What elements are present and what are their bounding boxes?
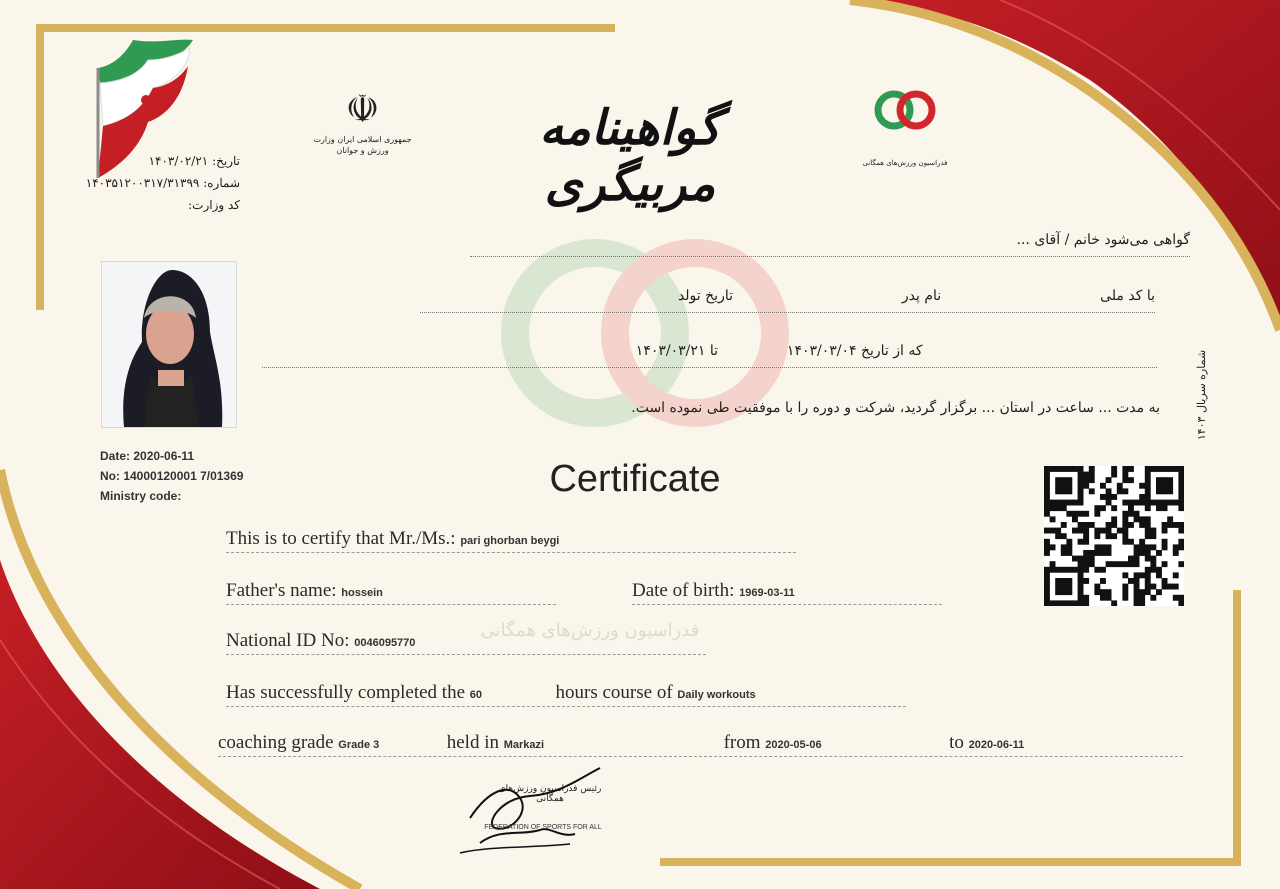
en-line-grade — [218, 732, 1183, 757]
held-label: held in — [446, 732, 499, 753]
ministry-code-label-fa: کد وزارت: — [188, 198, 240, 212]
certify-label: This is to certify that Mr./Ms.: — [226, 528, 456, 549]
fa-line-4-text: به مدت ... ساعت در استان ... برگزار گردید، شرکت و دوره را با موفقیت طی نموده است. — [631, 400, 1160, 416]
fa-line-4 — [330, 400, 1160, 424]
qr-code — [1044, 466, 1184, 606]
course-value: Daily workouts — [677, 689, 756, 701]
fa-from-label: که از تاریخ — [860, 343, 923, 359]
certificate-title-fa: گواهینامه مربیگری — [539, 100, 721, 212]
national-id-value: 0046095770 — [354, 637, 416, 649]
hours-label: hours course of — [555, 682, 673, 703]
dob-label: Date of birth: — [632, 580, 735, 601]
dob-value: 1969-03-11 — [739, 587, 795, 599]
top-left-meta — [60, 150, 240, 216]
father-value: hossein — [341, 587, 383, 599]
federation-logo — [860, 80, 950, 168]
fa-to-value: ۱۴۰۳/۰۳/۲۱ — [635, 343, 706, 359]
certificate-number: No: 14000120001 7/01369 — [100, 469, 244, 483]
from-label: from — [723, 732, 761, 753]
national-id-label: National ID No: — [226, 630, 350, 651]
date-label-fa: تاریخ: — [212, 154, 240, 168]
en-line-course — [226, 682, 906, 707]
federation-emblem-icon — [870, 80, 940, 140]
photo-meta — [100, 446, 243, 506]
fa-line-1-text: گواهی می‌شود خانم / آقای ... — [1016, 232, 1190, 248]
watermark-text: فدراسیون ورزش‌های همگانی — [480, 620, 700, 641]
side-serial-text: شماره سریال ۱۴۰۳ — [1195, 349, 1208, 441]
fa-line-3 — [262, 343, 1157, 368]
fa-national-id-label: با کد ملی — [1100, 288, 1155, 304]
fed-logo-caption: فدراسیون ورزش‌های همگانی — [862, 159, 948, 167]
signature-icon — [450, 758, 630, 858]
signature-title-fa: رئیس فدراسیون ورزش‌های همگانی — [498, 784, 602, 804]
fa-from-value: ۱۴۰۳/۰۳/۰۴ — [786, 343, 857, 359]
to-label: to — [949, 732, 964, 753]
fa-line-1 — [470, 232, 1190, 257]
date-value-fa: ۱۴۰۳/۰۲/۲۱ — [148, 154, 209, 168]
holder-name-value: pari ghorban beygi — [460, 535, 560, 547]
en-line-father — [226, 580, 556, 605]
certificate-heading: Certificate — [549, 458, 721, 500]
signature-block — [450, 758, 630, 858]
to-value: 2020-06-11 — [968, 739, 1025, 751]
number-value-fa: ۱۴۰۳۵۱۲۰۰۳۱۷/۳۱۳۹۹ — [85, 176, 200, 190]
hours-value: 60 — [469, 689, 483, 701]
ministry-code: Ministry code: — [100, 489, 182, 503]
fa-dob-label: تاریخ تولد — [677, 288, 733, 304]
grade-label: coaching grade — [218, 732, 334, 753]
en-line-national-id — [226, 630, 706, 655]
fa-line-2 — [420, 288, 1155, 313]
held-value: Markazi — [503, 739, 545, 751]
signature-org-en: FEDERATION OF SPORTS FOR ALL — [484, 824, 602, 831]
en-line-dob — [632, 580, 942, 605]
gov-logo — [305, 88, 420, 156]
completed-label: Has successfully completed the — [226, 682, 466, 703]
grade-value: Grade 3 — [338, 739, 380, 751]
holder-photo — [101, 261, 237, 428]
fa-to-label: تا — [709, 343, 719, 359]
iran-emblem-icon: ☫ — [345, 87, 380, 131]
father-label: Father's name: — [226, 580, 337, 601]
fa-father-label: نام پدر — [901, 288, 942, 304]
number-label-fa: شماره: — [203, 176, 240, 190]
person-photo-icon — [102, 262, 236, 427]
issue-date: Date: 2020-06-11 — [100, 449, 195, 463]
from-value: 2020-05-06 — [765, 739, 822, 751]
en-line-name — [226, 528, 796, 553]
gov-logo-caption: جمهوری اسلامی ایران وزارت ورزش و جوانان — [313, 135, 412, 155]
